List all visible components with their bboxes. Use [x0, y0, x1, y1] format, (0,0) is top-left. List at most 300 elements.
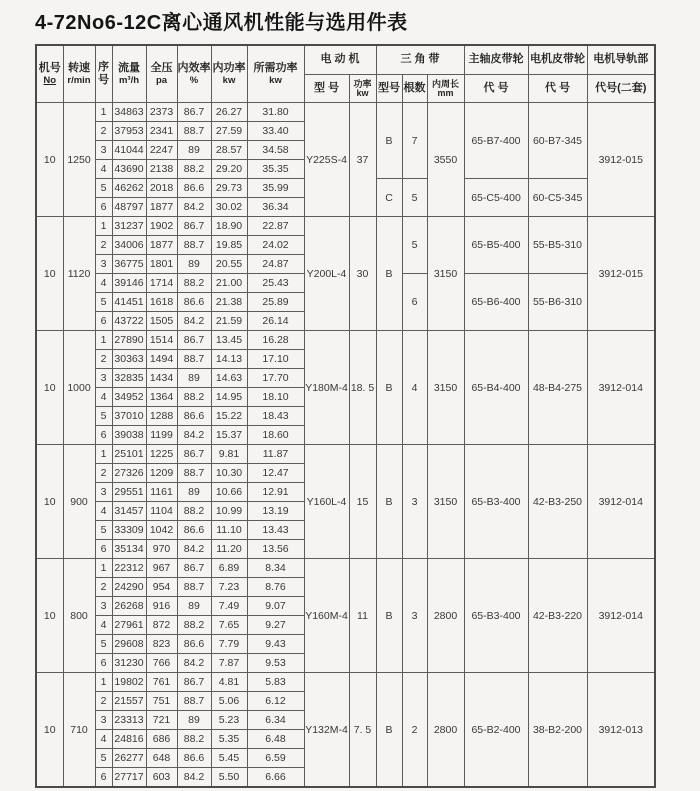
cell-seq: 6 — [95, 426, 112, 445]
cell-flow: 46262 — [112, 179, 146, 198]
col-header-belt-count: 根数 — [402, 75, 427, 103]
cell-seq: 5 — [95, 635, 112, 654]
cell-efficiency: 86.7 — [177, 559, 211, 578]
cell-rail-code: 3912-014 — [587, 331, 655, 445]
cell-pressure: 1514 — [146, 331, 177, 350]
cell-motor-pulley-code: 42-B3-220 — [528, 559, 587, 673]
cell-main-pulley-code: 65-B2-400 — [464, 673, 528, 788]
cell-required-power: 18.43 — [247, 407, 304, 426]
cell-pressure: 1042 — [146, 521, 177, 540]
cell-required-power: 24.02 — [247, 236, 304, 255]
cell-required-power: 9.43 — [247, 635, 304, 654]
cell-internal-power: 7.49 — [211, 597, 247, 616]
cell-efficiency: 88.7 — [177, 236, 211, 255]
cell-pressure: 761 — [146, 673, 177, 692]
cell-efficiency: 86.7 — [177, 217, 211, 236]
cell-required-power: 9.27 — [247, 616, 304, 635]
cell-efficiency: 86.7 — [177, 445, 211, 464]
table-row — [36, 673, 655, 692]
cell-pressure: 1618 — [146, 293, 177, 312]
cell-pressure: 1505 — [146, 312, 177, 331]
cell-internal-power: 11.20 — [211, 540, 247, 559]
cell-efficiency: 84.2 — [177, 540, 211, 559]
cell-internal-power: 5.35 — [211, 730, 247, 749]
cell-seq: 2 — [95, 464, 112, 483]
cell-efficiency: 86.7 — [177, 331, 211, 350]
cell-seq: 3 — [95, 369, 112, 388]
cell-seq: 3 — [95, 141, 112, 160]
cell-flow: 37010 — [112, 407, 146, 426]
cell-seq: 5 — [95, 179, 112, 198]
cell-flow: 31457 — [112, 502, 146, 521]
cell-speed: 800 — [63, 559, 95, 673]
cell-required-power: 26.14 — [247, 312, 304, 331]
cell-seq: 2 — [95, 578, 112, 597]
cell-efficiency: 86.6 — [177, 635, 211, 654]
cell-internal-power: 7.23 — [211, 578, 247, 597]
cell-flow: 41451 — [112, 293, 146, 312]
page-title: 4-72No6-12C离心通风机性能与选用件表 — [35, 12, 408, 34]
col-header-belt-model: 型号 — [376, 75, 402, 103]
cell-seq: 5 — [95, 293, 112, 312]
cell-internal-power: 7.87 — [211, 654, 247, 673]
table-row — [36, 103, 655, 122]
cell-motor-pulley-code: 55-B6-310 — [528, 274, 587, 331]
cell-internal-power: 21.59 — [211, 312, 247, 331]
cell-belt-model: B — [376, 445, 402, 559]
cell-efficiency: 89 — [177, 369, 211, 388]
cell-main-pulley-code: 65-B6-400 — [464, 274, 528, 331]
cell-internal-power: 11.10 — [211, 521, 247, 540]
cell-internal-power: 20.55 — [211, 255, 247, 274]
group-header-rail: 电机导轨部 — [587, 45, 655, 75]
cell-flow: 29608 — [112, 635, 146, 654]
cell-seq: 6 — [95, 312, 112, 331]
cell-efficiency: 89 — [177, 597, 211, 616]
cell-pressure: 1225 — [146, 445, 177, 464]
table-row — [36, 217, 655, 236]
cell-internal-power: 14.13 — [211, 350, 247, 369]
cell-flow: 19802 — [112, 673, 146, 692]
cell-flow: 23313 — [112, 711, 146, 730]
cell-flow: 29551 — [112, 483, 146, 502]
cell-speed: 710 — [63, 673, 95, 788]
cell-belt-length: 3150 — [427, 445, 464, 559]
cell-internal-power: 4.81 — [211, 673, 247, 692]
cell-efficiency: 86.6 — [177, 407, 211, 426]
cell-required-power: 13.19 — [247, 502, 304, 521]
cell-internal-power: 9.81 — [211, 445, 247, 464]
cell-belt-count: 5 — [402, 217, 427, 274]
cell-pressure: 603 — [146, 768, 177, 788]
cell-pressure: 648 — [146, 749, 177, 768]
cell-internal-power: 28.57 — [211, 141, 247, 160]
cell-internal-power: 5.50 — [211, 768, 247, 788]
cell-pressure: 2138 — [146, 160, 177, 179]
cell-seq: 1 — [95, 445, 112, 464]
cell-pressure: 721 — [146, 711, 177, 730]
table-header — [36, 45, 655, 103]
cell-required-power: 36.34 — [247, 198, 304, 217]
cell-flow: 27326 — [112, 464, 146, 483]
cell-belt-length: 2800 — [427, 559, 464, 673]
cell-flow: 34952 — [112, 388, 146, 407]
cell-seq: 6 — [95, 654, 112, 673]
cell-motor-model: Y160M-4 — [304, 559, 349, 673]
col-header-motor-model: 型 号 — [304, 75, 349, 103]
cell-main-pulley-code: 65-C5-400 — [464, 179, 528, 217]
cell-flow: 36775 — [112, 255, 146, 274]
cell-flow: 21557 — [112, 692, 146, 711]
cell-efficiency: 88.7 — [177, 692, 211, 711]
cell-rail-code: 3912-015 — [587, 217, 655, 331]
cell-required-power: 17.10 — [247, 350, 304, 369]
cell-efficiency: 84.2 — [177, 768, 211, 788]
cell-pressure: 1104 — [146, 502, 177, 521]
cell-main-pulley-code: 65-B5-400 — [464, 217, 528, 274]
cell-belt-count: 5 — [402, 179, 427, 217]
cell-rail-code: 3912-014 — [587, 559, 655, 673]
cell-internal-power: 5.06 — [211, 692, 247, 711]
cell-efficiency: 86.6 — [177, 179, 211, 198]
cell-seq: 4 — [95, 616, 112, 635]
group-header-belt: 三 角 带 — [376, 45, 464, 75]
cell-rail-code: 3912-014 — [587, 445, 655, 559]
cell-required-power: 31.80 — [247, 103, 304, 122]
cell-efficiency: 88.7 — [177, 464, 211, 483]
cell-flow: 39146 — [112, 274, 146, 293]
cell-seq: 6 — [95, 540, 112, 559]
cell-efficiency: 88.2 — [177, 160, 211, 179]
cell-required-power: 8.76 — [247, 578, 304, 597]
cell-motor-pulley-code: 60-C5-345 — [528, 179, 587, 217]
cell-speed: 1120 — [63, 217, 95, 331]
cell-flow: 24816 — [112, 730, 146, 749]
cell-seq: 3 — [95, 255, 112, 274]
cell-efficiency: 86.6 — [177, 749, 211, 768]
cell-required-power: 35.35 — [247, 160, 304, 179]
cell-motor-pulley-code: 48-B4-275 — [528, 331, 587, 445]
cell-seq: 1 — [95, 331, 112, 350]
col-header-required-power: 所需功率 kw — [247, 45, 304, 103]
cell-seq: 3 — [95, 597, 112, 616]
cell-required-power: 6.12 — [247, 692, 304, 711]
cell-seq: 2 — [95, 350, 112, 369]
cell-efficiency: 88.2 — [177, 274, 211, 293]
cell-seq: 5 — [95, 521, 112, 540]
cell-internal-power: 13.45 — [211, 331, 247, 350]
cell-speed: 1000 — [63, 331, 95, 445]
table-row — [36, 445, 655, 464]
col-header-seq: 序 号 — [95, 45, 112, 103]
cell-internal-power: 7.79 — [211, 635, 247, 654]
cell-flow: 30363 — [112, 350, 146, 369]
cell-flow: 31230 — [112, 654, 146, 673]
cell-required-power: 9.07 — [247, 597, 304, 616]
cell-efficiency: 86.7 — [177, 103, 211, 122]
cell-required-power: 33.40 — [247, 122, 304, 141]
cell-motor-power: 37 — [349, 103, 376, 217]
cell-machine-no: 10 — [36, 445, 63, 559]
cell-pressure: 751 — [146, 692, 177, 711]
col-header-rail-code: 代号(二套) — [587, 75, 655, 103]
cell-seq: 5 — [95, 407, 112, 426]
cell-required-power: 9.53 — [247, 654, 304, 673]
col-header-motor-pulley-code: 代 号 — [528, 75, 587, 103]
cell-motor-model: Y160L-4 — [304, 445, 349, 559]
cell-belt-length: 3150 — [427, 331, 464, 445]
cell-required-power: 6.66 — [247, 768, 304, 788]
cell-pressure: 872 — [146, 616, 177, 635]
cell-efficiency: 88.2 — [177, 388, 211, 407]
cell-pressure: 967 — [146, 559, 177, 578]
cell-flow: 34863 — [112, 103, 146, 122]
cell-motor-pulley-code: 38-B2-200 — [528, 673, 587, 788]
cell-seq: 4 — [95, 730, 112, 749]
cell-efficiency: 84.2 — [177, 312, 211, 331]
cell-required-power: 16.28 — [247, 331, 304, 350]
cell-internal-power: 5.23 — [211, 711, 247, 730]
cell-pressure: 2373 — [146, 103, 177, 122]
cell-pressure: 1161 — [146, 483, 177, 502]
cell-belt-model: B — [376, 103, 402, 179]
cell-pressure: 2018 — [146, 179, 177, 198]
cell-efficiency: 88.2 — [177, 502, 211, 521]
cell-pressure: 2247 — [146, 141, 177, 160]
cell-required-power: 35.99 — [247, 179, 304, 198]
cell-internal-power: 15.22 — [211, 407, 247, 426]
cell-pressure: 954 — [146, 578, 177, 597]
cell-pressure: 2341 — [146, 122, 177, 141]
cell-efficiency: 89 — [177, 141, 211, 160]
cell-efficiency: 89 — [177, 255, 211, 274]
cell-required-power: 12.47 — [247, 464, 304, 483]
cell-machine-no: 10 — [36, 217, 63, 331]
cell-internal-power: 10.66 — [211, 483, 247, 502]
cell-pressure: 766 — [146, 654, 177, 673]
cell-flow: 24290 — [112, 578, 146, 597]
cell-motor-model: Y200L-4 — [304, 217, 349, 331]
cell-internal-power: 29.20 — [211, 160, 247, 179]
cell-flow: 27961 — [112, 616, 146, 635]
col-header-efficiency: 内效率 % — [177, 45, 211, 103]
cell-machine-no: 10 — [36, 331, 63, 445]
cell-internal-power: 5.45 — [211, 749, 247, 768]
cell-seq: 5 — [95, 749, 112, 768]
cell-required-power: 18.10 — [247, 388, 304, 407]
cell-flow: 39038 — [112, 426, 146, 445]
col-header-motor-power: 功率 kw — [349, 75, 376, 103]
cell-internal-power: 15.37 — [211, 426, 247, 445]
cell-belt-model: C — [376, 179, 402, 217]
cell-flow: 32835 — [112, 369, 146, 388]
cell-flow: 41044 — [112, 141, 146, 160]
cell-flow: 35134 — [112, 540, 146, 559]
cell-internal-power: 7.65 — [211, 616, 247, 635]
cell-seq: 1 — [95, 559, 112, 578]
cell-belt-length: 3150 — [427, 217, 464, 331]
cell-motor-power: 18. 5 — [349, 331, 376, 445]
cell-seq: 2 — [95, 692, 112, 711]
cell-belt-count: 3 — [402, 559, 427, 673]
table-row — [36, 331, 655, 350]
cell-required-power: 6.34 — [247, 711, 304, 730]
cell-motor-power: 15 — [349, 445, 376, 559]
cell-flow: 37953 — [112, 122, 146, 141]
cell-required-power: 6.48 — [247, 730, 304, 749]
cell-pressure: 1209 — [146, 464, 177, 483]
cell-seq: 1 — [95, 217, 112, 236]
cell-flow: 22312 — [112, 559, 146, 578]
cell-internal-power: 14.63 — [211, 369, 247, 388]
cell-flow: 33309 — [112, 521, 146, 540]
cell-belt-count: 6 — [402, 274, 427, 331]
cell-seq: 3 — [95, 483, 112, 502]
cell-motor-model: Y180M-4 — [304, 331, 349, 445]
col-header-main-pulley-code: 代 号 — [464, 75, 528, 103]
cell-efficiency: 89 — [177, 711, 211, 730]
cell-motor-power: 11 — [349, 559, 376, 673]
cell-motor-model: Y225S-4 — [304, 103, 349, 217]
cell-motor-pulley-code: 55-B5-310 — [528, 217, 587, 274]
cell-belt-model: B — [376, 331, 402, 445]
cell-seq: 6 — [95, 768, 112, 788]
cell-required-power: 25.43 — [247, 274, 304, 293]
cell-seq: 3 — [95, 711, 112, 730]
cell-internal-power: 26.27 — [211, 103, 247, 122]
table-row — [36, 559, 655, 578]
cell-speed: 1250 — [63, 103, 95, 217]
cell-seq: 2 — [95, 236, 112, 255]
col-header-flow: 流量 m³/h — [112, 45, 146, 103]
cell-flow: 43690 — [112, 160, 146, 179]
cell-pressure: 1494 — [146, 350, 177, 369]
cell-required-power: 25.89 — [247, 293, 304, 312]
cell-pressure: 1902 — [146, 217, 177, 236]
cell-internal-power: 18.90 — [211, 217, 247, 236]
cell-internal-power: 10.30 — [211, 464, 247, 483]
cell-rail-code: 3912-015 — [587, 103, 655, 217]
cell-flow: 26277 — [112, 749, 146, 768]
cell-belt-length: 3550 — [427, 103, 464, 217]
cell-required-power: 5.83 — [247, 673, 304, 692]
cell-motor-pulley-code: 60-B7-345 — [528, 103, 587, 179]
cell-pressure: 1434 — [146, 369, 177, 388]
cell-flow: 34006 — [112, 236, 146, 255]
col-header-belt-length: 内周长 mm — [427, 75, 464, 103]
cell-pressure: 1877 — [146, 236, 177, 255]
col-header-machine-no: 机号 No — [36, 45, 63, 103]
cell-rail-code: 3912-013 — [587, 673, 655, 788]
col-header-internal-power: 内功率 kw — [211, 45, 247, 103]
cell-main-pulley-code: 65-B7-400 — [464, 103, 528, 179]
cell-pressure: 1714 — [146, 274, 177, 293]
col-header-speed: 转速 r/min — [63, 45, 95, 103]
cell-required-power: 17.70 — [247, 369, 304, 388]
cell-belt-model: B — [376, 217, 402, 331]
cell-machine-no: 10 — [36, 559, 63, 673]
group-header-main-pulley: 主轴皮带轮 — [464, 45, 528, 75]
cell-main-pulley-code: 65-B3-400 — [464, 445, 528, 559]
cell-belt-count: 2 — [402, 673, 427, 788]
cell-seq: 4 — [95, 274, 112, 293]
cell-motor-pulley-code: 42-B3-250 — [528, 445, 587, 559]
cell-required-power: 11.87 — [247, 445, 304, 464]
cell-flow: 27717 — [112, 768, 146, 788]
cell-required-power: 12.91 — [247, 483, 304, 502]
cell-internal-power: 21.38 — [211, 293, 247, 312]
cell-efficiency: 88.7 — [177, 578, 211, 597]
cell-required-power: 8.34 — [247, 559, 304, 578]
cell-required-power: 13.43 — [247, 521, 304, 540]
cell-seq: 4 — [95, 160, 112, 179]
cell-belt-length: 2800 — [427, 673, 464, 788]
cell-flow: 48797 — [112, 198, 146, 217]
cell-main-pulley-code: 65-B4-400 — [464, 331, 528, 445]
cell-internal-power: 14.95 — [211, 388, 247, 407]
cell-belt-model: B — [376, 673, 402, 788]
cell-flow: 26268 — [112, 597, 146, 616]
cell-efficiency: 84.2 — [177, 654, 211, 673]
cell-internal-power: 21.00 — [211, 274, 247, 293]
cell-motor-power: 7. 5 — [349, 673, 376, 788]
cell-seq: 6 — [95, 198, 112, 217]
cell-efficiency: 86.7 — [177, 673, 211, 692]
cell-machine-no: 10 — [36, 103, 63, 217]
cell-efficiency: 88.7 — [177, 122, 211, 141]
cell-internal-power: 6.89 — [211, 559, 247, 578]
cell-efficiency: 88.2 — [177, 730, 211, 749]
cell-required-power: 18.60 — [247, 426, 304, 445]
cell-internal-power: 10.99 — [211, 502, 247, 521]
cell-motor-power: 30 — [349, 217, 376, 331]
cell-seq: 4 — [95, 388, 112, 407]
cell-efficiency: 89 — [177, 483, 211, 502]
col-header-pressure: 全压 pa — [146, 45, 177, 103]
group-header-motor: 电 动 机 — [304, 45, 376, 75]
cell-machine-no: 10 — [36, 673, 63, 788]
cell-flow: 43722 — [112, 312, 146, 331]
cell-internal-power: 27.59 — [211, 122, 247, 141]
cell-pressure: 686 — [146, 730, 177, 749]
cell-belt-model: B — [376, 559, 402, 673]
cell-efficiency: 84.2 — [177, 426, 211, 445]
cell-pressure: 1199 — [146, 426, 177, 445]
cell-belt-count: 3 — [402, 445, 427, 559]
cell-motor-model: Y132M-4 — [304, 673, 349, 788]
cell-internal-power: 30.02 — [211, 198, 247, 217]
cell-pressure: 1801 — [146, 255, 177, 274]
table-body — [36, 103, 655, 788]
cell-internal-power: 29.73 — [211, 179, 247, 198]
group-header-motor-pulley: 电机皮带轮 — [528, 45, 587, 75]
cell-efficiency: 86.6 — [177, 521, 211, 540]
cell-pressure: 1877 — [146, 198, 177, 217]
cell-pressure: 1288 — [146, 407, 177, 426]
cell-seq: 4 — [95, 502, 112, 521]
cell-belt-count: 4 — [402, 331, 427, 445]
cell-pressure: 916 — [146, 597, 177, 616]
cell-efficiency: 88.7 — [177, 350, 211, 369]
cell-seq: 1 — [95, 673, 112, 692]
cell-main-pulley-code: 65-B3-400 — [464, 559, 528, 673]
cell-belt-count: 7 — [402, 103, 427, 179]
cell-flow: 31237 — [112, 217, 146, 236]
cell-efficiency: 88.2 — [177, 616, 211, 635]
cell-required-power: 34.58 — [247, 141, 304, 160]
cell-required-power: 24.87 — [247, 255, 304, 274]
cell-pressure: 970 — [146, 540, 177, 559]
